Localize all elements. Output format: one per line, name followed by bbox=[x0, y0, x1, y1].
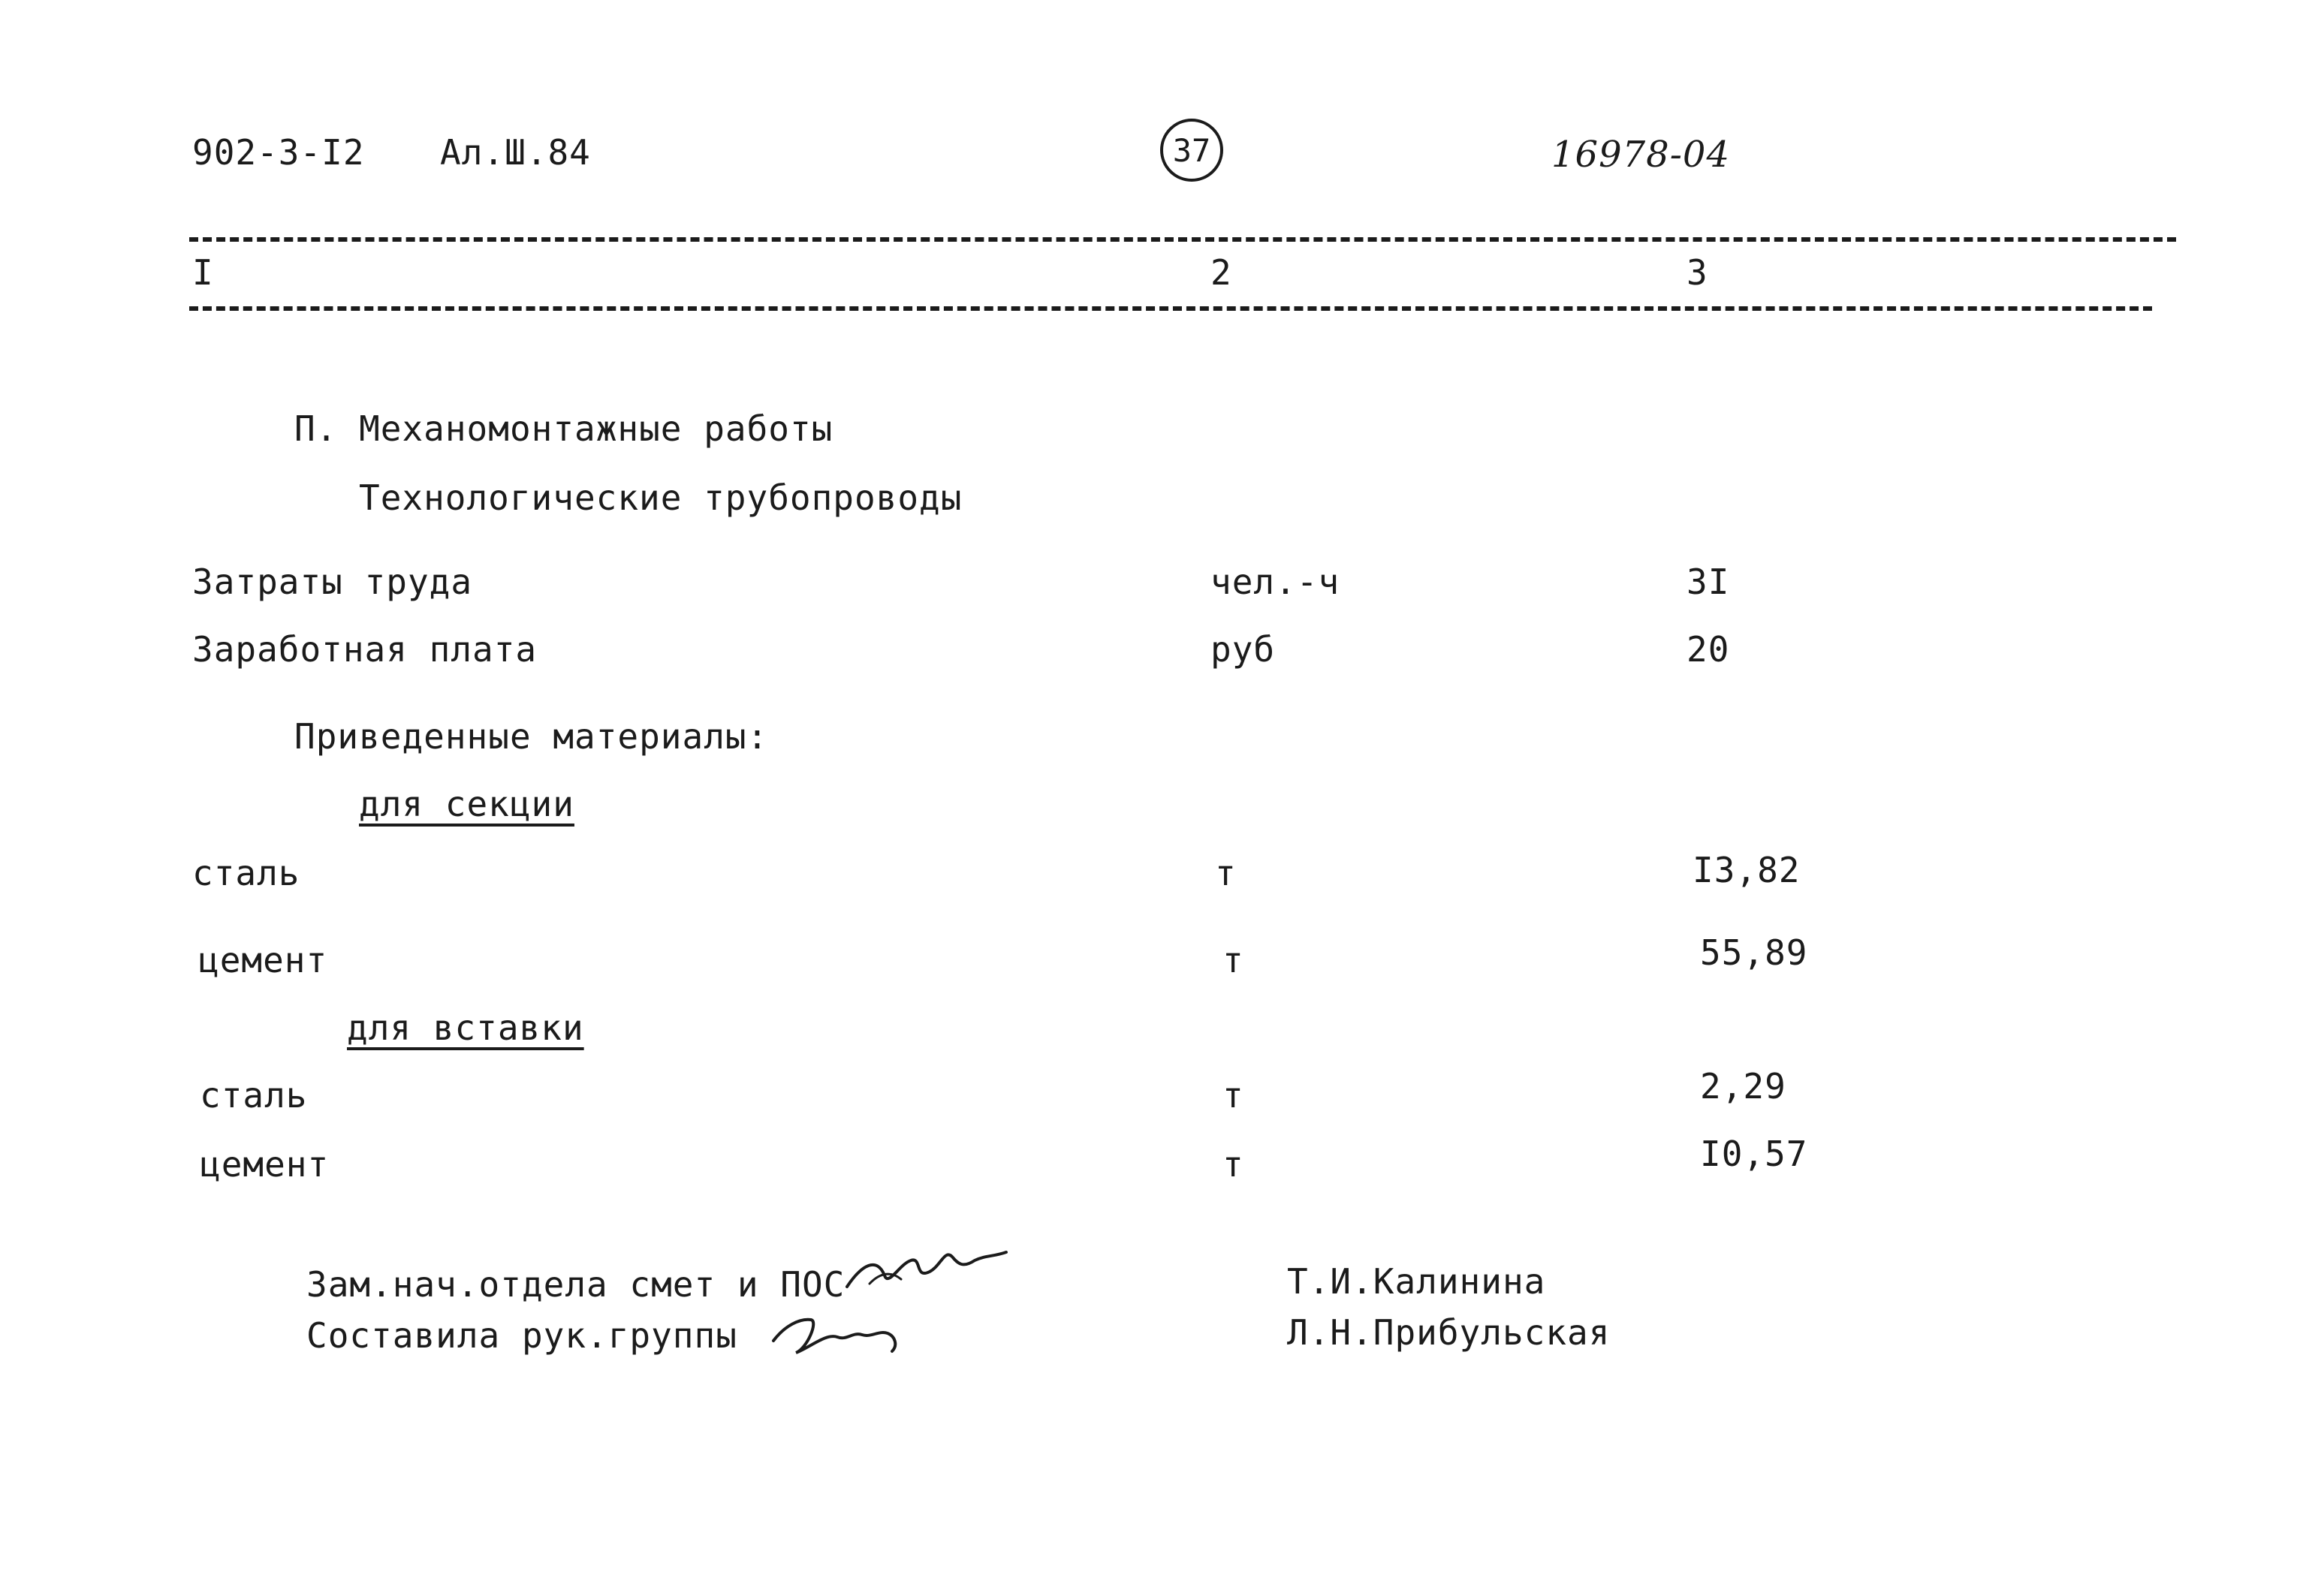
material-unit: т bbox=[1215, 853, 1237, 893]
handwritten-signature bbox=[766, 1303, 909, 1363]
material-value: I3,82 bbox=[1693, 850, 1801, 890]
row-unit: чел.-ч bbox=[1210, 562, 1340, 602]
album-code: Ал.Ш.84 bbox=[440, 132, 591, 173]
doc-code: 902-3-I2 bbox=[192, 132, 365, 173]
row-label: Заработная плата bbox=[192, 629, 538, 670]
section-title: П. Механомонтажные работы bbox=[294, 408, 833, 449]
row-value: 3I bbox=[1687, 562, 1730, 602]
material-label: цемент bbox=[200, 1144, 330, 1185]
page-number-circle bbox=[1160, 119, 1223, 182]
column-1-header: I bbox=[192, 252, 214, 293]
column-2-header: 2 bbox=[1210, 252, 1232, 293]
material-unit: т bbox=[1222, 1144, 1244, 1185]
signature-name: Л.Н.Прибульская bbox=[1287, 1312, 1611, 1353]
materials-heading: Приведенные материалы: bbox=[294, 716, 769, 757]
material-unit: т bbox=[1222, 940, 1244, 980]
material-value: 55,89 bbox=[1700, 932, 1808, 973]
signature-role: Зам.нач.отдела смет и ПОС bbox=[306, 1264, 846, 1305]
material-value: I0,57 bbox=[1700, 1134, 1808, 1174]
row-unit: руб bbox=[1210, 629, 1276, 670]
header-divider-top bbox=[189, 237, 2176, 242]
signature-name: Т.И.Калинина bbox=[1287, 1261, 1546, 1302]
material-value: 2,29 bbox=[1700, 1066, 1786, 1107]
header-divider-bottom bbox=[189, 306, 2152, 311]
section-subtitle: Технологические трубопроводы bbox=[359, 477, 963, 518]
material-label: цемент bbox=[198, 940, 328, 980]
material-label: сталь bbox=[192, 853, 300, 893]
signature-role: Составила рук.группы bbox=[306, 1315, 737, 1356]
section-group-heading: для секции bbox=[359, 784, 574, 824]
page-number: 37 bbox=[1172, 131, 1211, 169]
inventory-number: 16978-04 bbox=[1551, 134, 1730, 176]
material-unit: т bbox=[1222, 1075, 1244, 1116]
handwritten-signature bbox=[840, 1234, 1012, 1302]
row-value: 20 bbox=[1687, 629, 1730, 670]
row-label: Затраты труда bbox=[192, 562, 473, 602]
material-label: сталь bbox=[200, 1075, 308, 1116]
insert-group-heading: для вставки bbox=[347, 1007, 584, 1048]
column-3-header: 3 bbox=[1687, 252, 1708, 293]
